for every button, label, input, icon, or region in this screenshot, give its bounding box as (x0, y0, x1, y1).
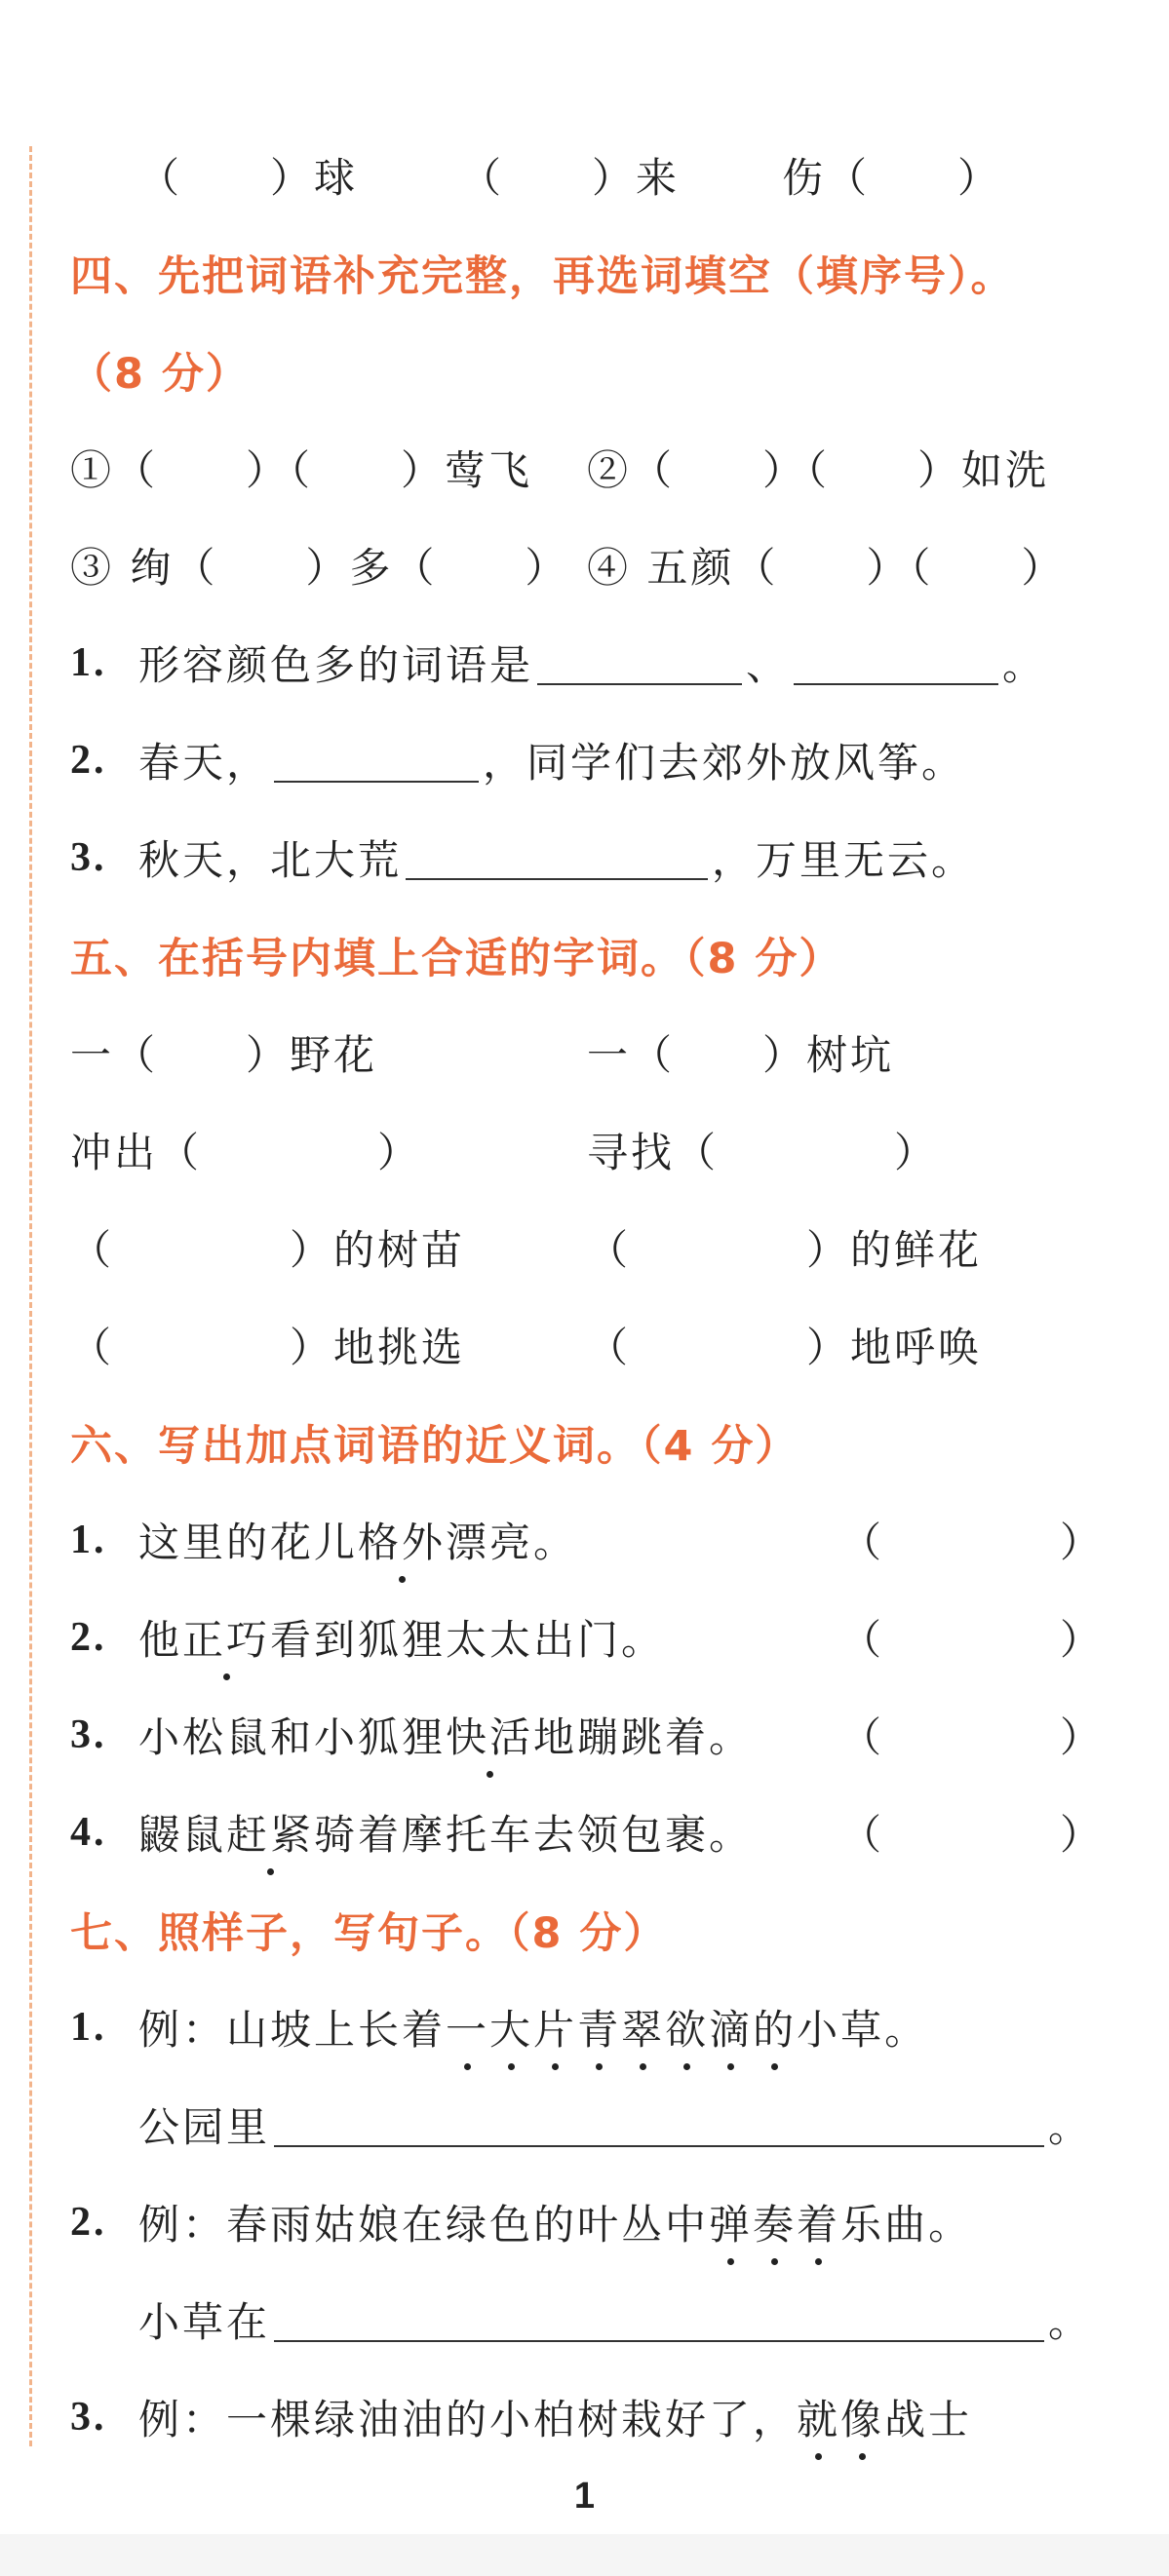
dotted-char: 像 (840, 2388, 884, 2446)
section4-options-row2 (70, 517, 1104, 614)
q-text: 地蹦跳着。 (533, 1713, 754, 1761)
dotted-char: 奏 (753, 2193, 797, 2251)
section7-title: 七、照样子，写句子。（8 分） (70, 1908, 668, 1958)
q-text: 形容颜色多的词语是 (138, 641, 534, 689)
section4-title: 四、先把词语补充完整，再选词填空（填序号）。 (70, 251, 1015, 301)
answer-blank[interactable] (274, 2102, 1044, 2147)
section7-q2-example (70, 2173, 1104, 2271)
q-text: 例：一棵绿油油的小柏树栽好了， (138, 2396, 798, 2443)
q-text: 他 (138, 1616, 183, 1664)
q-text: 小松鼠和小狐狸 (138, 1713, 447, 1761)
dotted-word: 赶紧 (226, 1803, 314, 1862)
section4-q3 (70, 809, 1104, 906)
answer-paren-right: ） (1059, 1811, 1104, 1859)
dotted-char: 弹 (709, 2193, 753, 2251)
dotted-char: 欲 (665, 1998, 709, 2057)
q-text: 例：山坡上长着 (138, 2006, 447, 2054)
q-number: 1. (70, 2005, 107, 2050)
q-number: 4. (70, 1810, 107, 1855)
section4-score: （8 分） (70, 349, 250, 399)
option-2: ②（ ）（ ）如洗 (587, 446, 1050, 494)
dotted-phrase (709, 2193, 840, 2251)
dotted-word: 正巧 (182, 1608, 270, 1667)
q-number: 2. (70, 738, 107, 783)
dotted-word: 快活 (446, 1706, 533, 1764)
answer-blank[interactable] (794, 640, 998, 685)
section5-row (70, 1004, 1104, 1101)
q-text: 小草。 (797, 2006, 929, 2054)
q-text: 乐曲。 (840, 2201, 973, 2249)
write-prompt: 公园里 (138, 2103, 271, 2151)
section7-q1-example (70, 1979, 1104, 2076)
answer-blank[interactable] (537, 640, 742, 685)
top-row (70, 127, 1104, 224)
footer-bar (0, 2534, 1169, 2576)
q-text: 鼹鼠 (138, 1811, 227, 1859)
dotted-phrase (797, 2388, 884, 2446)
fill-item: （ ）地呼唤 (587, 1324, 983, 1371)
section5-title: 五、在括号内填上合适的字词。（8 分） (70, 934, 843, 983)
section5-row (70, 1296, 1104, 1394)
section7-q2-write (70, 2271, 1104, 2368)
answer-paren-right: ） (1059, 1713, 1104, 1761)
section7-q3-example (70, 2368, 1104, 2466)
fill-item: （ ）的树苗 (70, 1226, 466, 1274)
dotted-phrase (446, 1998, 797, 2057)
q-end: ，同学们去郊外放风筝。 (483, 739, 966, 787)
dotted-char: 翠 (621, 1998, 665, 2057)
answer-paren-left: （ (840, 1811, 885, 1859)
q-number: 1. (70, 1518, 107, 1562)
section4-options-row1 (70, 419, 1104, 517)
dotted-char: 着 (797, 2193, 840, 2251)
answer-paren-right: ） (1059, 1519, 1104, 1566)
q-text: 看到狐狸太太出门。 (270, 1616, 666, 1664)
section6-item (70, 1784, 1104, 1881)
top-item-1: （ ）球 (138, 154, 359, 202)
fill-item: 寻找（ ） (587, 1129, 939, 1176)
section7-q1-write (70, 2076, 1104, 2173)
answer-paren-left: （ (840, 1519, 885, 1566)
q-number: 3. (70, 835, 107, 880)
q-end: 。 (1048, 2103, 1093, 2151)
top-item-3: 伤（ ） (782, 154, 1002, 202)
answer-blank[interactable] (274, 2297, 1044, 2342)
option-4: ④ 五颜（ ）（ ） (587, 544, 1066, 592)
q-end: 。 (1002, 641, 1047, 689)
q-text: 骑着摩托车去领包裹。 (314, 1811, 754, 1859)
section6-item (70, 1491, 1104, 1589)
q-number: 3. (70, 2395, 107, 2440)
q-text: 例：春雨姑娘在绿色的叶丛中 (138, 2201, 710, 2249)
dotted-char: 滴 (709, 1998, 753, 2057)
page-number: 1 (573, 2476, 596, 2517)
answer-paren-right: ） (1059, 1616, 1104, 1664)
dotted-char: 青 (577, 1998, 621, 2057)
section4-q2 (70, 711, 1104, 809)
top-item-2: （ ）来 (460, 154, 681, 202)
q-end: ，万里无云。 (712, 836, 976, 884)
section6-item (70, 1589, 1104, 1686)
dotted-word: 格外 (358, 1511, 446, 1569)
q-text: 漂亮。 (446, 1519, 578, 1566)
answer-paren-left: （ (840, 1616, 885, 1664)
section6-item (70, 1686, 1104, 1784)
q-number: 2. (70, 1615, 107, 1660)
dotted-char: 大 (489, 1998, 533, 2057)
dotted-char: 片 (533, 1998, 577, 2057)
fill-item: （ ）地挑选 (70, 1324, 466, 1371)
answer-blank[interactable] (274, 738, 479, 783)
dotted-char: 就 (797, 2388, 840, 2446)
q-separator: 、 (746, 641, 791, 689)
dotted-char: 的 (753, 1998, 797, 2057)
q-number: 3. (70, 1712, 107, 1757)
answer-paren-left: （ (840, 1713, 885, 1761)
dotted-char: 一 (446, 1998, 489, 2057)
section6-title: 六、写出加点词语的近义词。（4 分） (70, 1421, 799, 1471)
q-text: 这里的花儿 (138, 1519, 359, 1566)
fill-item: 一（ ）树坑 (587, 1031, 895, 1079)
section4-q1 (70, 614, 1104, 711)
margin-dashed-line (29, 146, 32, 2446)
q-number: 2. (70, 2200, 107, 2245)
answer-blank[interactable] (406, 835, 708, 880)
q-text: 秋天，北大荒 (138, 836, 403, 884)
q-end: 。 (1048, 2298, 1093, 2346)
q-number: 1. (70, 640, 107, 685)
q-text: 战士 (884, 2396, 973, 2443)
write-prompt: 小草在 (138, 2298, 271, 2346)
fill-item: 冲出（ ） (70, 1129, 422, 1176)
fill-item: （ ）的鲜花 (587, 1226, 983, 1274)
q-text: 春天， (138, 739, 271, 787)
section5-row (70, 1101, 1104, 1199)
fill-item: 一（ ）野花 (70, 1031, 378, 1079)
option-3: ③ 绚（ ）多（ ） (70, 544, 569, 592)
section5-row (70, 1199, 1104, 1296)
option-1: ①（ ）（ ）莺飞 (70, 446, 533, 494)
